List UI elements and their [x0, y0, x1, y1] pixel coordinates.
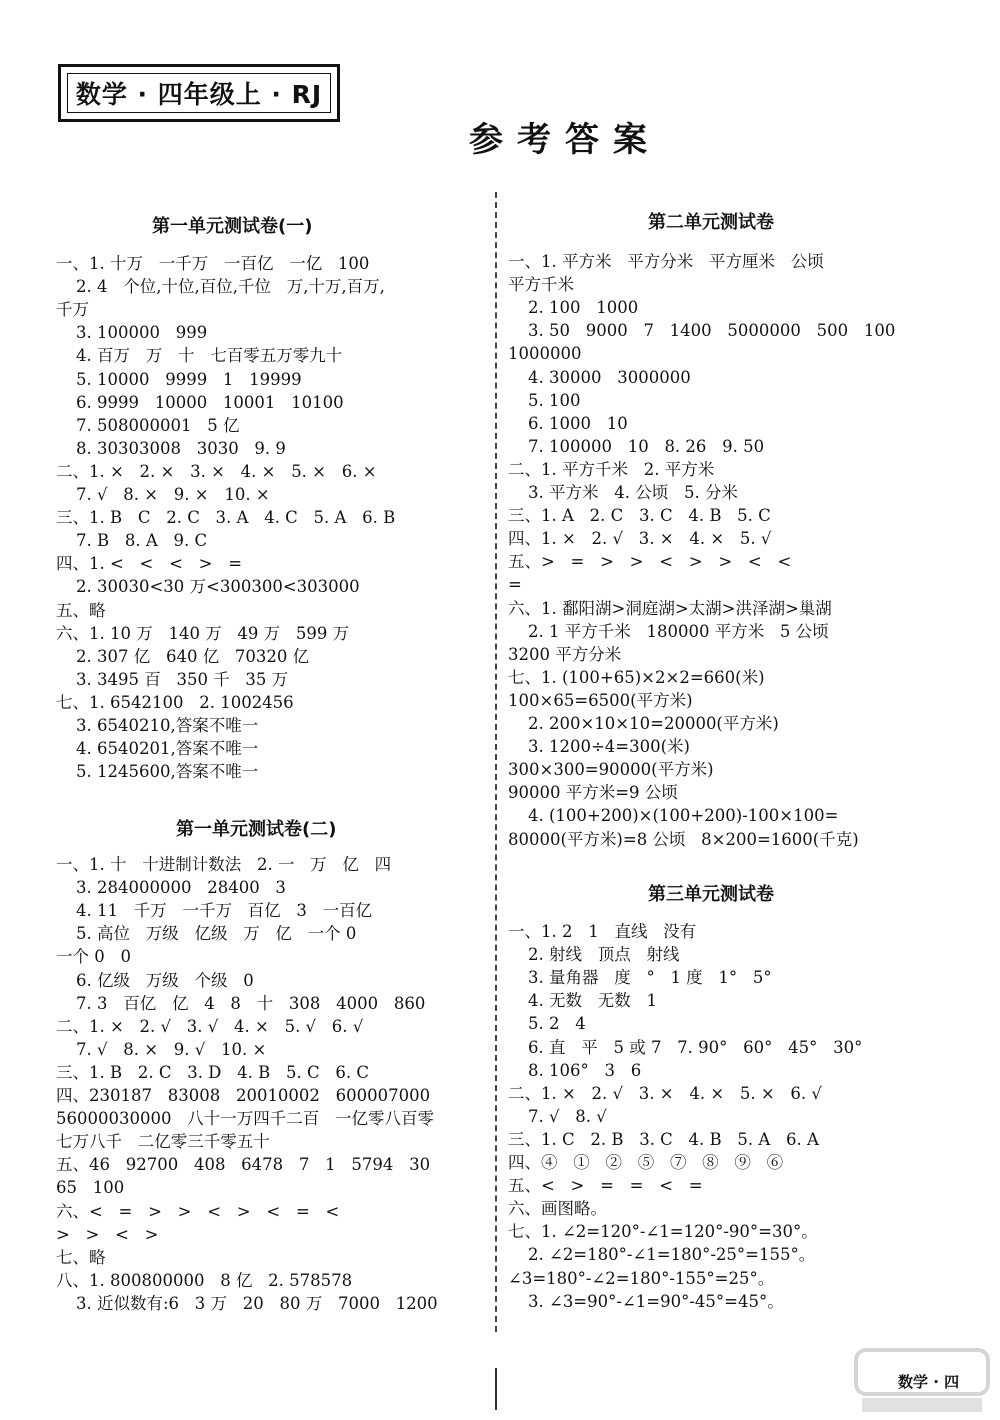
answer-line: 七万八千 二亿零三千零五十: [56, 1132, 270, 1152]
answer-line: 5. 1245600,答案不唯一: [76, 762, 259, 782]
answer-line: 二、1. × 2. √ 3. √ 4. × 5. √ 6. √: [56, 1016, 364, 1036]
answer-line: 80000(平方米)=8 公顷 8×200=1600(千克): [508, 829, 859, 849]
answer-line: 1000000: [508, 344, 582, 364]
answer-line: 3. 50 9000 7 1400 5000000 500 100: [528, 321, 896, 341]
answer-line: 三、1. B 2. C 3. D 4. B 5. C 6. C: [56, 1062, 369, 1082]
answer-line: 一、1. 平方米 平方分米 平方厘米 公顷: [508, 252, 824, 271]
answer-line: 五、< > = = < =: [508, 1176, 703, 1196]
section-title: 第二单元测试卷: [648, 212, 774, 233]
answer-line: 6. 直 平 5 或 7 7. 90° 60° 45° 30°: [528, 1037, 863, 1057]
answer-line: 三、1. A 2. C 3. C 4. B 5. C: [508, 506, 771, 526]
page-number: 数学 · 四: [898, 1373, 960, 1391]
answer-line: 2. 射线 顶点 射线: [528, 945, 680, 965]
answer-line: 300×300=90000(平方米): [508, 760, 714, 780]
answer-line: 七、1. (100+65)×2×2=660(米): [508, 667, 765, 687]
answer-line: 7. B 8. A 9. C: [76, 531, 208, 551]
column-divider: [495, 192, 497, 1332]
answer-line: 六、1. 10 万 140 万 49 万 599 万: [56, 623, 350, 643]
answer-line: 一个 0 0: [56, 947, 131, 967]
answer-line: 4. 百万 万 十 七百零五万零九十: [76, 346, 343, 366]
answer-line: 8. 106° 3 6: [528, 1060, 642, 1080]
answer-line: 3. 量角器 度 ° 1 度 1° 5°: [528, 968, 772, 988]
answer-line: 8. 30303008 3030 9. 9: [76, 438, 286, 458]
answer-line: 7. 3 百亿 亿 4 8 十 308 4000 860: [76, 993, 426, 1013]
answer-line: 2. 200×10×10=20000(平方米): [528, 714, 779, 733]
answer-line: 4. 6540201,答案不唯一: [76, 739, 259, 759]
answer-line: > > < >: [56, 1224, 159, 1244]
page-edge-mark: [495, 1368, 497, 1410]
answer-line: 八、1. 800800000 8 亿 2. 578578: [56, 1270, 353, 1290]
answer-line: 7. √ 8. × 9. √ 10. ×: [76, 1039, 267, 1059]
answer-line: 5. 2 4: [528, 1014, 586, 1034]
answer-line: 二、1. × 2. × 3. × 4. × 5. × 6. ×: [56, 461, 377, 481]
answer-line: 二、1. 平方千米 2. 平方米: [508, 459, 715, 479]
answer-line: 2. 1 平方千米 180000 平方米 5 公顷: [528, 621, 829, 641]
answer-line: 4. 11 千万 一千万 百亿 3 一百亿: [76, 901, 373, 921]
answer-line: 3. 3495 百 350 千 35 万: [76, 669, 289, 689]
answer-line: 4. 30000 3000000: [528, 367, 691, 387]
answer-line: ∠3=180°-∠2=180°-155°=25°。: [508, 1268, 775, 1288]
answer-line: 七、1. 6542100 2. 1002456: [56, 692, 294, 712]
answer-line: 六、1. 鄱阳湖>洞庭湖>太湖>洪泽湖>巢湖: [508, 598, 832, 618]
answer-line: 一、1. 2 1 直线 没有: [508, 922, 697, 941]
answer-line: 三、1. B C 2. C 3. A 4. C 5. A 6. B: [56, 508, 396, 528]
answer-line: 千万: [56, 300, 89, 320]
answer-line: 2. ∠2=180°-∠1=180°-25°=155°。: [528, 1245, 816, 1265]
answer-line: 二、1. × 2. √ 3. × 4. × 5. × 6. √: [508, 1083, 822, 1103]
answer-line: 4. 无数 无数 1: [528, 991, 657, 1011]
answer-line: 100×65=6500(平方米): [508, 690, 693, 710]
answer-line: 七、1. ∠2=120°-∠1=120°-90°=30°。: [508, 1222, 818, 1242]
answer-line: 六、< = > > < > < = <: [56, 1201, 340, 1221]
answer-line: 六、画图略。: [508, 1199, 607, 1219]
answer-line: 2. 307 亿 640 亿 70320 亿: [76, 646, 310, 666]
answer-line: 2. 30030<30 万<300300<303000: [76, 577, 360, 597]
answer-line: 3. 1200÷4=300(米): [528, 737, 690, 757]
answer-line: 四、230187 83008 20010002 600007000: [56, 1086, 431, 1105]
answer-line: 四、④ ① ② ⑤ ⑦ ⑧ ⑨ ⑥: [508, 1153, 784, 1172]
answer-line: 6. 1000 10: [528, 413, 628, 433]
answer-line: 3. ∠3=90°-∠1=90°-45°=45°。: [528, 1291, 784, 1311]
subject-tag: 数学 · 四年级上 · RJ: [67, 73, 331, 113]
answer-line: 5. 10000 9999 1 19999: [76, 369, 302, 389]
answer-line: 7. √ 8. × 9. × 10. ×: [76, 485, 270, 504]
answer-line: 五、略: [56, 600, 106, 620]
answer-line: 6. 9999 10000 10001 10100: [76, 392, 344, 412]
answer-line: 7. 508000001 5 亿: [76, 415, 240, 435]
answer-line: 3. 平方米 4. 公顷 5. 分米: [528, 483, 738, 502]
answer-line: 四、1. < < < > =: [56, 554, 243, 574]
answer-line: 3200 平方分米: [508, 644, 622, 664]
answer-line: 3. 近似数有:6 3 万 20 80 万 7000 1200: [76, 1293, 438, 1313]
answer-line: 56000030000 八十一万四千二百 一亿零八百零: [56, 1109, 434, 1129]
answer-line: 7. 100000 10 8. 26 9. 50: [528, 436, 765, 456]
answer-line: 4. (100+200)×(100+200)-100×100=: [528, 806, 839, 826]
section-title: 第三单元测试卷: [648, 884, 774, 905]
answer-line: 四、1. × 2. √ 3. × 4. × 5. √: [508, 529, 772, 549]
answer-line: 5. 高位 万级 亿级 万 亿 一个 0: [76, 924, 357, 944]
answer-line: 七、略: [56, 1247, 106, 1267]
answer-line: 一、1. 十 十进制计数法 2. 一 万 亿 四: [56, 855, 392, 874]
section-title: 第一单元测试卷(一): [152, 216, 313, 237]
answer-line: 90000 平方米=9 公顷: [508, 783, 678, 803]
answer-line: 五、46 92700 408 6478 7 1 5794 30: [56, 1155, 431, 1175]
answer-line: 7. √ 8. √: [528, 1106, 607, 1126]
section-title: 第一单元测试卷(二): [176, 819, 337, 840]
answer-line: 65 100: [56, 1178, 125, 1198]
answer-line: 2. 100 1000: [528, 298, 639, 318]
page-title: 参考答案: [469, 120, 661, 160]
answer-line: 3. 6540210,答案不唯一: [76, 716, 259, 735]
answer-line: 2. 4 个位,十位,百位,千位 万,十万,百万,: [76, 277, 385, 297]
answer-line: 三、1. C 2. B 3. C 4. B 5. A 6. A: [508, 1129, 819, 1149]
answer-line: 一、1. 十万 一千万 一百亿 一亿 100: [56, 254, 370, 273]
answer-line: 平方千米: [508, 275, 574, 295]
answer-line: 五、> = > > < > > < <: [508, 552, 792, 572]
answer-line: 5. 100: [528, 390, 581, 410]
answer-line: 3. 100000 999: [76, 323, 208, 343]
answer-line: 3. 284000000 28400 3: [76, 878, 286, 898]
answer-line: =: [508, 575, 522, 595]
answer-line: 6. 亿级 万级 个级 0: [76, 970, 254, 990]
